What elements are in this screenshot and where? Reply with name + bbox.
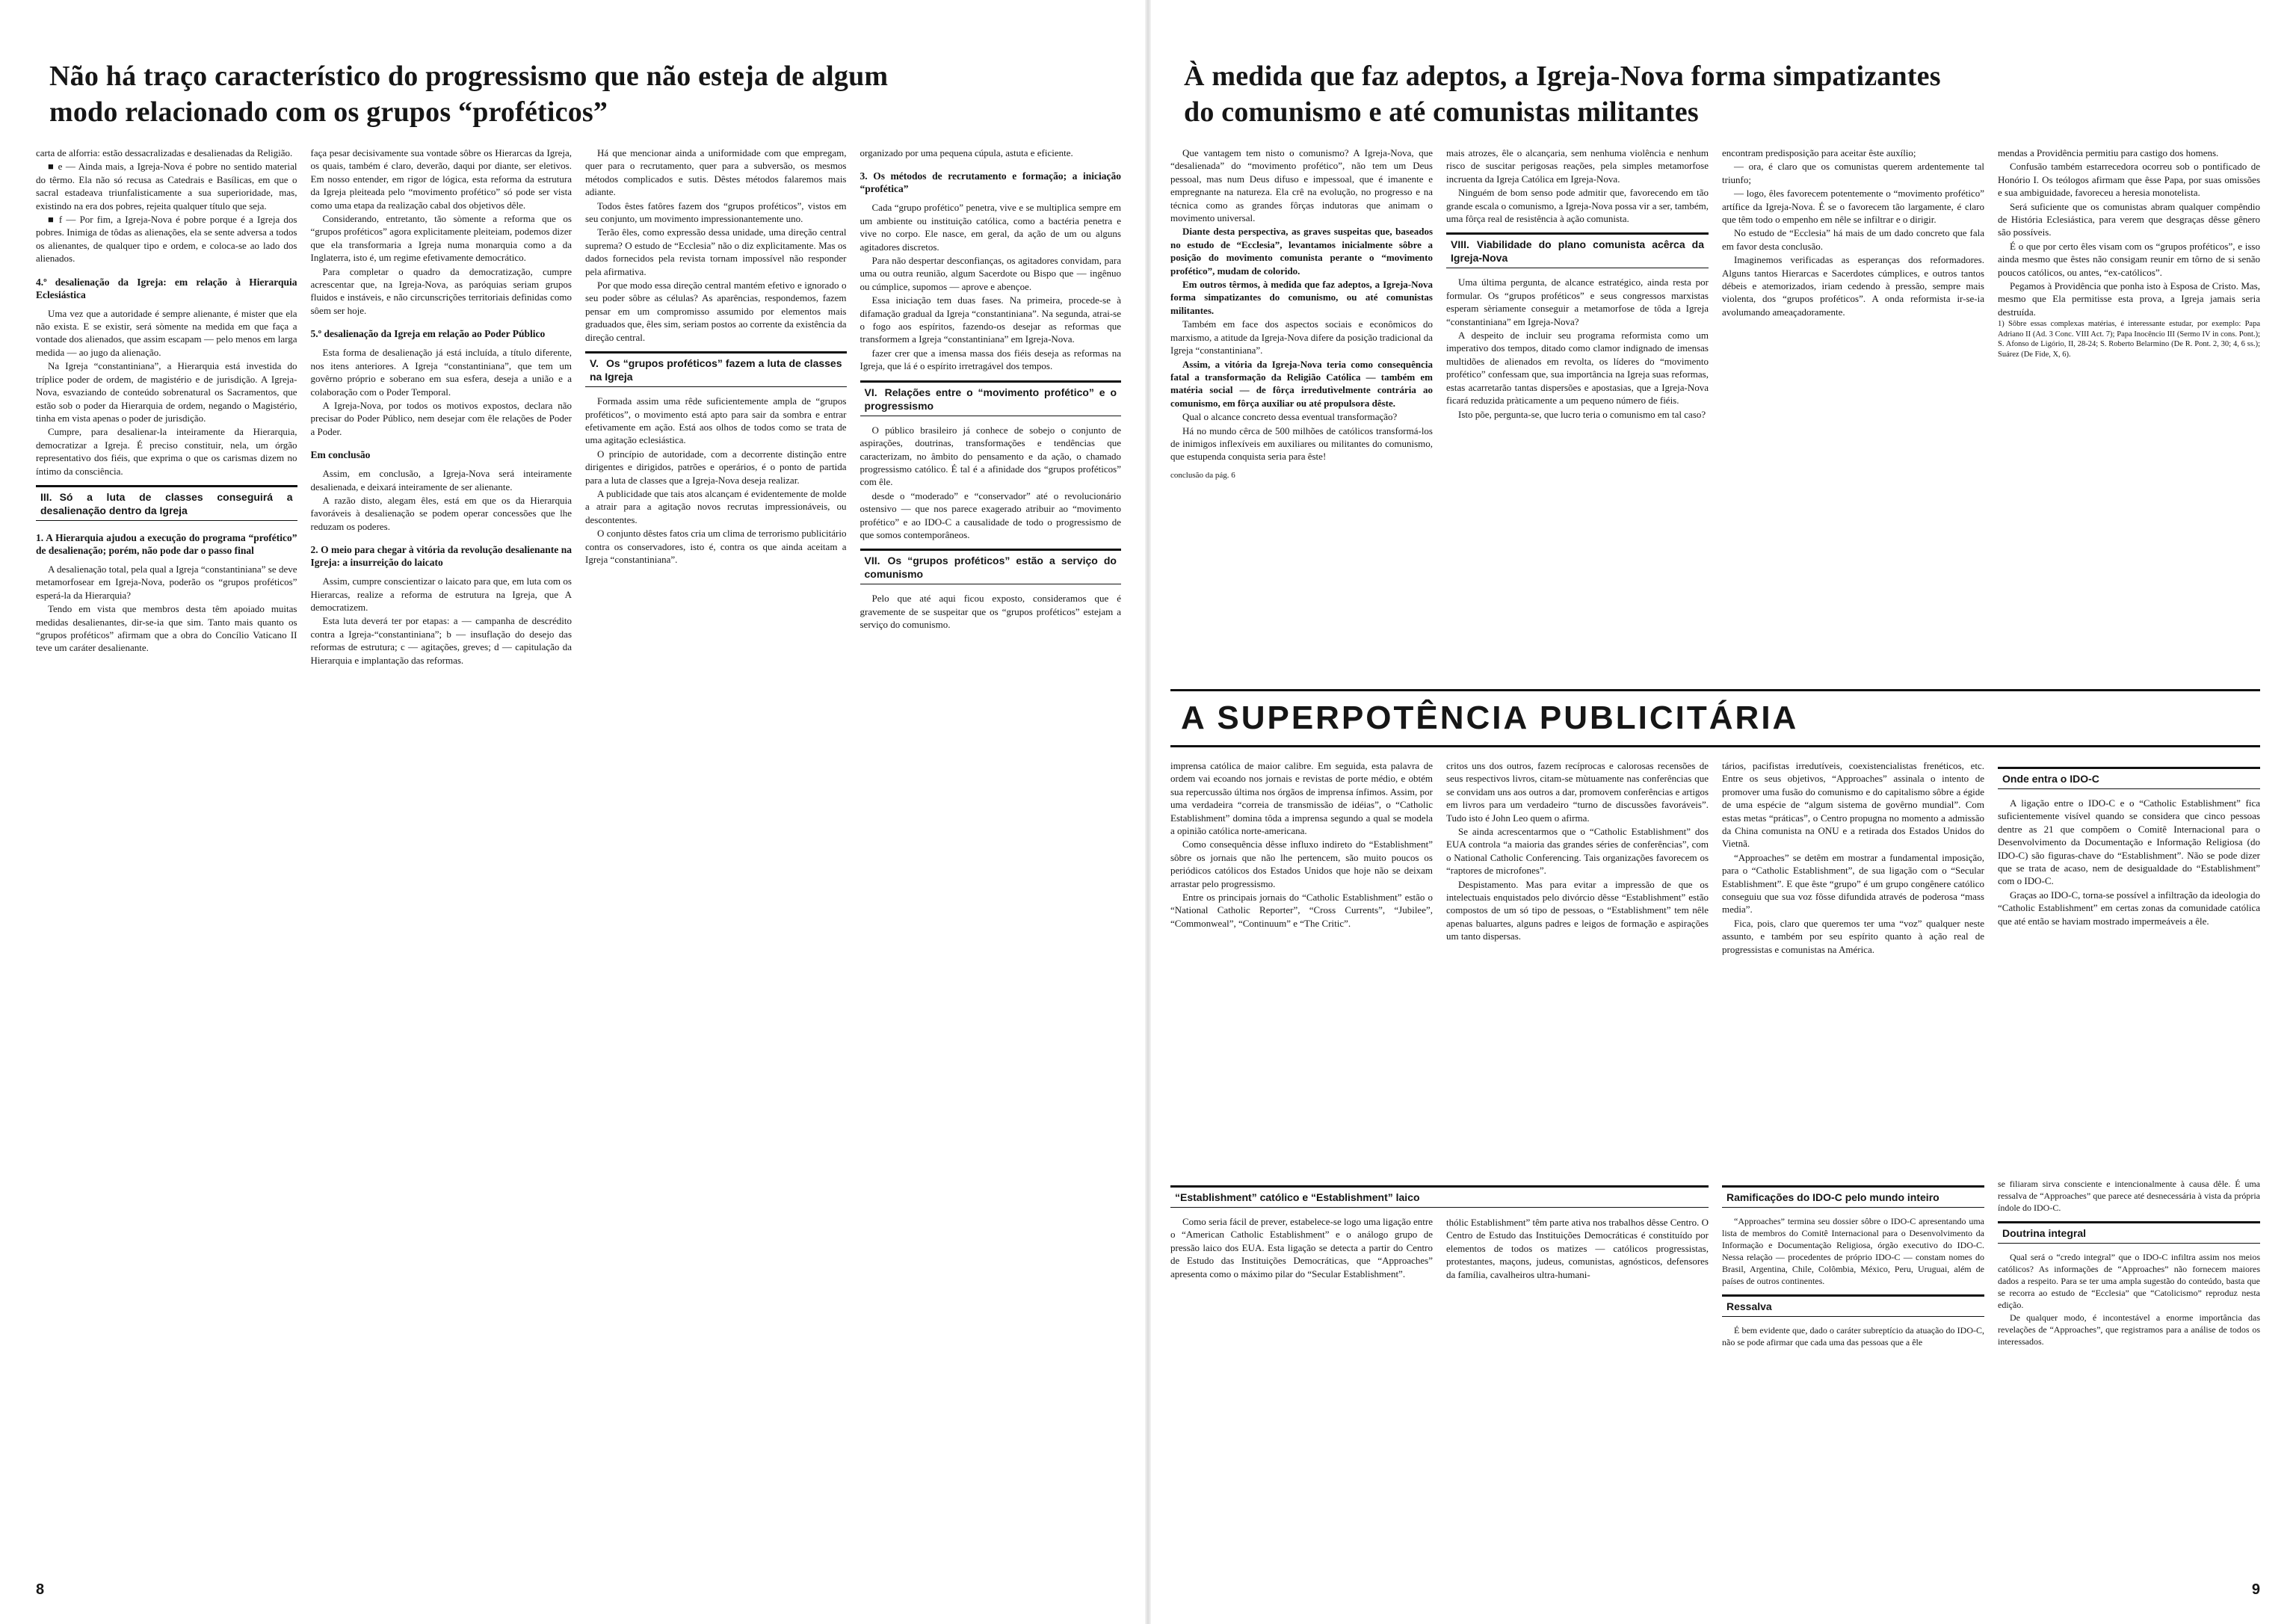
paragraph: A razão disto, alegam êles, está em que os da Hierarquia favoráveis à desalienação se podem operar concessões que lhe reduzam os poderes. <box>310 494 572 532</box>
right-middle-columns <box>1170 759 2260 1178</box>
paragraph: “Approaches” se detêm em mostrar a fundamental imposição, para o “Catholic Establishment”, de sua ligação com o “Secular Establishment”. E que êste “grupo” é um grupo congênere católico conseguiu que sua voz fôsse difundida através de poderosa “mass media”. <box>1722 851 1984 916</box>
section-heading: “Establishment” católico e “Establishment” laico <box>1170 1185 1709 1208</box>
left-column-2 <box>311 146 573 1604</box>
paragraph: Entre os principais jornais do “Catholic Establishment” estão o “National Catholic Reporter”, “Cross Currents”, “Jubilee”, “Commonweal”, “Continuum” e “The Critic”. <box>1170 892 1433 929</box>
paragraph: encontram predisposição para aceitar êste auxílio; <box>1722 147 1916 158</box>
left-column-3 <box>585 146 847 1604</box>
section-heading <box>860 549 1122 584</box>
paragraph: Graças ao IDO-C, torna-se possível a infiltração da ideologia do “Catholic Establishment” em certas zonas da comunidade católica que até então se haviam mostrado impermeáveis a êle. <box>1998 889 2260 927</box>
paragraph: Será suficiente que os comunistas abram qualquer compêndio de História Eclesiástica, para verem que desgraças dêsse gênero são possíveis. <box>1998 200 2260 238</box>
paragraph: ■ f — Por fim, a Igreja-Nova é pobre porque é a Igreja dos pobres. Inimiga de tôdas as alienações, ela se sente adversa a todos os alienantes, de qualquer tipo e ordem, e coloca-se ao lado dos alienados. <box>36 214 297 265</box>
paragraph: Para não despertar desconfianças, os agitadores convidam, para uma ou outra reunião, algum Sacerdote ou Bispo que — ingênuo ou cúmplice, supomos — aprove e abençoe. <box>860 255 1121 292</box>
paragraph: thólic Establishment” têm parte ativa nos trabalhos dêsse Centro. O Centro de Estudo das Instituições Democráticas é constituído por elementos de todos os matizes — católicos progressistas, protestantes, maçons, judeus, comunistas, agnósticos, defensores da família, cavalheiros ultra-humani- <box>1446 1217 1709 1280</box>
paragraph: Se ainda acrescentarmos que o “Catholic Establishment” dos EUA controla “a maioria das grandes séries de conferências”, com o National Catholic Conferencing. Tais organizações favorecem os “raptores de microfones”. <box>1446 826 1709 877</box>
paragraph: mendas a Providência permitiu para castigo dos homens. <box>1998 147 2219 158</box>
footnote: 1) Sôbre essas complexas matérias, é interessante estudar, por exemplo: Papa Adriano II (Ad. 3 Conc. VIII Act. 7); Papa Inocêncio III (Sermo IV in cons. Pont.); S. Afonso de Ligório, II, 28-24; S. Roberto Belarmino (De R. Pont. 2, 30; 4, 6 ss.); Suárez (De Fide, X, 6). <box>1998 320 2260 359</box>
paragraph: Em outros têrmos, à medida que faz adeptos, a Igreja-Nova forma simpatizantes do comunismo, ou até comunistas militantes. <box>1170 279 1433 316</box>
paragraph: se filiaram sirva consciente e intencionalmente à causa dêle. É uma ressalva de “Approaches” que parece até desnecessária à vista da própria índole do IDO-C. <box>1998 1179 2260 1213</box>
paragraph: imprensa católica de maior calibre. Em seguida, esta palavra de ordem vai ecoando nos jornais e revistas de porte médio, e obtém sua repercussão última nos órgãos de imprensa ínfimos. Assim, por uma verdadeira “correia de transmissão de idéias”, o “Catholic Establishment” domina tôda a imprensa segundo a qual se modela a opinião católica norte-americana. <box>1170 760 1433 837</box>
paragraph: Ninguém de bom senso pode admitir que, favorecendo em tão grande escala o comunismo, a Igreja-Nova possa vir a ser, também, uma fôrça real de resistência à ação comunista. <box>1446 187 1709 225</box>
left-headline: Não há traço característico do progressismo que não esteja de algum modo relacionado com os grupos “proféticos” <box>49 61 889 128</box>
paragraph: Uma última pergunta, de alcance estratégico, ainda resta por formular. Os “grupos proféticos” e seus congressos marxistas esperam sèriamente conseguir a metamorfose de tôda a Igreja “constantiniana” em Igreja-Nova? <box>1446 277 1709 327</box>
paragraph: — ora, é claro que os comunistas querem ardentemente tal triunfo; <box>1722 161 1984 185</box>
right-column-4 <box>1998 146 2260 685</box>
paragraph: Cumpre, para desalienar-la inteiramente da Hierarquia, democratizar a Igreja. É preciso constituir, nela, um órgão representativo dos fiéis, que exprima o que os carismas dizem no íntimo da consciência. <box>36 426 297 477</box>
paragraph: Diante desta perspectiva, as graves suspeitas que, baseados no estudo de “Ecclesia”, levantamos inicialmente sôbre a posição do movimento comunista perante o “movimento profético”, mudam de colorido. <box>1170 226 1433 277</box>
subheading: 1. A Hierarquia ajudou a execução do programa “profético” de desalienação; porém, não pode dar o passo final <box>36 531 297 556</box>
section-title: Os “grupos proféticos” fazem a luta de classes na Igreja <box>590 357 842 383</box>
right-column-2 <box>1446 146 1709 685</box>
paragraph: Assim, cumpre conscientizar o laicato para que, em luta com os Hierarcas, realize a reforma de estrutura na Igreja, que A democratizem. <box>310 575 572 613</box>
paragraph: Qual o alcance concreto dessa eventual transformação? <box>1182 411 1398 423</box>
paragraph: — logo, êles favorecem potentemente o “movimento profético” artífice da Igreja-Nova. É se o favorecem tão largamente, é claro que têm todo o empenho em nêle se infiltrar e o dirigir. <box>1722 188 1984 226</box>
page-number: 9 <box>2251 1581 2260 1598</box>
section-heading: Onde entra o IDO-C <box>1998 767 2260 789</box>
section-number: V. <box>590 357 599 370</box>
paragraph: A Igreja-Nova, por todos os motivos expostos, declara não precisar do Poder Público, nem desejar com êle relações de Poder a Poder. <box>310 399 572 437</box>
paragraph: Esta forma de desalienação já está incluída, a título diferente, nos itens anteriores. A Igreja “constantiniana”, que tem um govêrno próprio e soberano em sua esfera, deseja a união e a colaboração com o Poder Temporal. <box>310 347 572 398</box>
paragraph: O princípio de autoridade, com a decorrente distinção entre dirigentes e dirigidos, patrões e operários, é o ponto de partida para a luta de classes que a Igreja-Nova deseja realizar. <box>585 448 847 486</box>
section-heading <box>36 485 297 521</box>
paragraph: Assim, a vitória da Igreja-Nova teria como consequência fatal a transformação da Religião Católica — também em matéria social — de fôrça irredutìvelmente contrária ao comunismo, em fôrça auxiliar ou até propulsora dêste. <box>1170 358 1433 409</box>
paragraph: Esta luta deverá ter por etapas: a — campanha de descrédito contra a Igreja-“constantiniana”; b — insuflação do desejo das reformas de estrutura; c — agitações, greves; d — capitulação da Hierarquia e implantação das reformas. <box>310 615 572 666</box>
section-title-banner: A SUPERPOTÊNCIA PUBLICITÁRIA <box>1170 689 2260 747</box>
paragraph: fazer crer que a imensa massa dos fiéis deseja as reformas na Igreja, que lá é o espírito irretragável dos tempos. <box>860 347 1121 372</box>
subheading: 2. O meio para chegar à vitória da revolução desalienante na Igreja: a insurreição do laicato <box>310 544 572 569</box>
section-title: Viabilidade do plano comunista acêrca da Igreja-Nova <box>1451 238 1704 265</box>
right-column-1 <box>1170 146 1433 685</box>
section-heading: Ressalva <box>1722 1294 1984 1317</box>
section-title: Os “grupos proféticos” estão a serviço do comunismo <box>864 555 1117 581</box>
right-lower-column-3 <box>1722 759 1984 1178</box>
paragraph: Confusão também estarrecedora ocorreu sob o pontificado de Honório I. Os teólogos afirmam que êsse Papa, por suas omissões e sua ambiguidade, favoreceu a heresia monotelista. <box>1998 161 2260 199</box>
paragraph: Imaginemos verificadas as esperanças dos reformadores. Alguns tantos Hierarcas e Sacerdotes cúmplices, e outros tantos débeis e atemorizados, iriam cedendo à pressão, sempre mais violenta, dos “grupos proféticos”. A onda reformista ir-se-ia avolumando ameaçadoramente. <box>1722 254 1984 318</box>
section-number: III. <box>40 490 52 503</box>
right-upper-columns <box>1170 146 2260 685</box>
paragraph: Tendo em vista que membros desta têm apoiado muitas medidas desalienantes, dir-se-ia que sim. Tanto mais quanto os “grupos proféticos” afirmam que a obra do Concílio Vaticano II teve um caráter desalienante. <box>36 603 297 654</box>
right-bottom-column-4 <box>1998 1178 2260 1566</box>
paragraph: Fica, pois, claro que queremos ter uma “voz” qualquer neste assunto, e também por seu espírito quanto à ação real de progressistas e comunistas na América. <box>1722 917 1984 955</box>
paragraph: O público brasileiro já conhece de sobejo o conjunto de aspirações, doutrinas, transformações e tendências que caracterizam, no âmbito do pensamento e da ação, o chamado progressismo católico. É tal é a afinidade dos “grupos proféticos” com êle. <box>860 424 1121 488</box>
left-column-1 <box>36 146 297 1604</box>
paragraph: É o que por certo êles visam com os “grupos proféticos”, e isso ainda mesmo que êstes não consigam reunir em tôrno de si senão poucos católicos, ou antes, “ex-católicos”. <box>1998 240 2260 278</box>
paragraph: A publicidade que tais atos alcançam é evidentemente de molde a atrair para a agitação novos recrutas impressionáveis, ou descontentes. <box>585 487 847 525</box>
right-bottom-left-block <box>1170 1178 1709 1566</box>
paragraph: Isto põe, pergunta-se, que lucro teria o comunismo em tal caso? <box>1458 408 1706 420</box>
paragraph: Também em face dos aspectos sociais e econômicos do marxismo, a atitude da Igreja-Nova difere da posição tradicional da Igreja “constantiniana”. <box>1170 318 1433 356</box>
paragraph: Terão êles, como expressão dessa unidade, uma direção central suprema? O estudo de “Ecclesia” não o diz explìcitamente. Mas os dados fornecidos pela revista tornam impossível não responder pela afirmativa. <box>585 226 847 277</box>
section-heading: Doutrina integral <box>1998 1221 2260 1244</box>
paragraph: É bem evidente que, dado o caráter subreptício da atuação do IDO-C, não se pode afirmar que cada uma das pessoas que a êle <box>1722 1325 1984 1347</box>
left-columns <box>36 146 1121 1604</box>
paragraph: Por que modo essa direção central mantém efetivo e ignorado o seu poder sôbre as células? As aparências, respondemos, fazem pensar em um compromisso assumido por elementos mais graduados que, êles sim, seriam postos ao corrente da existência da direção central. <box>585 280 847 343</box>
page-number: 8 <box>36 1581 45 1598</box>
section-title: Só a luta de classes conseguirá a desalienação dentro da Igreja <box>40 490 293 516</box>
paragraph: No estudo de “Ecclesia” há mais de um dado concreto que fala em favor desta conclusão. <box>1722 227 1984 252</box>
right-column-3 <box>1722 146 1984 685</box>
paragraph: A desalienação total, pela qual a Igreja “constantiniana” se deve metamorfosear em Igreja-Nova, poderão os “grupos proféticos” esperá-la da Hierarquia? <box>36 563 297 601</box>
paragraph: Há no mundo cêrca de 500 milhões de católicos transformá-los de inimigos inflexíveis em auxiliares ou militantes do comunismo, que estupenda conquista seria para êste! <box>1170 424 1433 463</box>
paragraph: Na Igreja “constantiniana”, a Hierarquia está investida do tríplice poder de ordem, de magistério e de jurisdição. A Igreja-Nova, esvaziando de conteúdo sobrenatural os Sacramentos, que estão sob o poder da Hierarquia de ordem, negando o Magistério, tinha em vista apenas o poder de jurisdição. <box>36 360 297 424</box>
paragraph: A ligação entre o IDO-C e o “Catholic Establishment” fica suficientemente visível quando se considera que cinco pessoas dentre as 21 que compõem o Comitê Internacional para o Desenvolvimento da Documentação e Informação Religiosa (do IDO-C) são figuras-chave do “Establishment”. Não se pode dizer que se trata de acaso, nem de desigualdade do “Establishment” com o IDO-C. <box>1998 797 2260 887</box>
paragraph: critos uns dos outros, fazem recíprocas e calorosas recensões de seus respectivos livros, citam-se mùtuamente nas conferências que se convidam uns aos outros a dar, promovem conferências e artigos em livros para um verdadeiro “turno de discussões favoráveis”. Tudo isto é John Leo quem o afirma. <box>1446 760 1709 824</box>
paragraph: Como consequência dêsse influxo indireto do “Establishment” sôbre os jornais que não lhe pertencem, são muito poucos os periódicos católicos dos Estados Unidos que hoje não se deixam arrastar pelo progressismo. <box>1170 839 1433 889</box>
paragraph: ■ e — Ainda mais, a Igreja-Nova é pobre no sentido material do têrmo. Ela não só recusa as Catedrais e Basílicas, em que o sacral estadeava triunfalisticamente a sua superioridade, mas, existindo na era dos pobres, rejeita qualquer título que seja. <box>36 161 297 212</box>
right-bottom-columns <box>1170 1178 2260 1566</box>
right-headline: À medida que faz adeptos, a Igreja-Nova forma simpatizantes do comunismo e até comunistas militantes <box>1184 61 1941 128</box>
paragraph: faça pesar decisivamente sua vontade sôbre os Hierarcas da Igreja, os quais, também é claro, deverão, daqui por diante, ser eletivos. Em nosso entender, em rigor de lógica, esta reforma da estrutura da Igreja pleiteada pelo “movimento profético” só pode ser vista como uma etapa da realização cabal dos objetivos dêle. <box>310 147 572 211</box>
paragraph: Como seria fácil de prever, estabelece-se logo uma ligação entre o “American Catholic Establishment” e o análogo grupo de pressão laico dos EUA. Esta ligação se detecta a partir do Centro de Estudo das Instituições Democráticas, que “Approaches” apresenta como o máximo pilar do “Secular Establishment”. <box>1170 1216 1433 1279</box>
subheading: 4.º desalienação da Igreja: em relação à Hierarquia Eclesiástica <box>36 276 297 300</box>
paragraph: Considerando, entretanto, tão sòmente a reforma que os “grupos proféticos” agora explicitamente pleiteiam, podemos dizer que ela transformaria a Igreja numa monarquia como a da Inglaterra, isto é, um regime efetivamente democrático. <box>310 213 572 264</box>
right-page <box>1148 0 2296 1624</box>
subheading: 3. Os métodos de recrutamento e formação; a iniciação “profética” <box>860 170 1121 195</box>
right-bottom-column-3 <box>1722 1178 1984 1566</box>
paragraph: A despeito de incluir seu programa reformista como um imperativo dos tempos, ditado como clamor indignado de imensas multidões de alienados em revolta, os líderes do “movimento profético” confessam que, sua importância na Igreja suas reformas, estas acarretarão tantas dispersões e apostasias, que a Igreja-Nova ficará reduzida pràticamente a um pequeno número de fiéis. <box>1446 330 1709 407</box>
paragraph: Assim, em conclusão, a Igreja-Nova será inteiramente desalienada, e deixará inteiramente de ser alienante. <box>310 468 572 493</box>
paragraph: desde o “moderado” e “conservador” até o revolucionário ostensivo — que nos parece exagerado atribuir ao “movimento profético” e ao IDO-C a causalidade de todo o progressismo de que somos contemporâneos. <box>860 490 1121 540</box>
section-heading: Ramificações do IDO-C pelo mundo inteiro <box>1722 1185 1984 1208</box>
section-heading <box>1446 232 1709 268</box>
paragraph: carta de alforria: estão dessacralizadas e desalienadas da Religião. <box>36 147 293 158</box>
paragraph: Todos êstes fatôres fazem dos “grupos proféticos”, vistos em seu conjunto, um movimento impressionantemente uno. <box>585 200 847 225</box>
right-lower-column-4 <box>1998 759 2260 1178</box>
subheading: Em conclusão <box>310 449 371 461</box>
paragraph: “Approaches” termina seu dossier sôbre o IDO-C apresentando uma lista de membros do Comitê Internacional para o Desenvolvimento da Informação e Documentação Religiosa, órgão executivo do IDO-C. Nessa relação — procedentes de próprio IDO-C — constam nomes do Brasil, Argentina, Chile, Colômbia, México, Peru, Uruguai, além de países de outros continentes. <box>1722 1216 1984 1286</box>
right-lower-column-1 <box>1170 759 1433 1178</box>
paragraph: Pelo que até aqui ficou exposto, consideramos que é gravemente de se suspeitar que os “grupos proféticos” estejam a serviço do comunismo. <box>860 593 1121 631</box>
paragraph: tários, pacifistas irredutíveis, coexistencialistas frenéticos, etc. Entre os seus objetivos, “Approaches” assinala o intento de promover uma fusão do comunismo e do capitalismo sôbre a égide de uma espécie de “algum sistema de govêrno mundial”. Com estas metas “práticas”, o Centro propugna no momento a admissão da China comunista na ONU e a retirada dos Estados Unidos do Vietnã. <box>1722 760 1984 850</box>
two-column-text <box>1170 1215 1709 1281</box>
section-number: VI. <box>864 386 877 398</box>
paragraph: Uma vez que a autoridade é sempre alienante, é mister que ela não exista. E se existir, será sòmente na medida em que faça a vontade dos alienados, que assim escapam — pelo menos em larga medida — ao jugo da alienação. <box>36 307 297 358</box>
paragraph: Que vantagem tem nisto o comunismo? A Igreja-Nova, que “desalienada” do “movimento profético”, não tem um Deus pessoal, mas num Deus difuso e impessoal, que é imanente e empregnante na natureza. Ela crê na evolução, no progresso e na técnica como as grandes fôrças indutoras que animam o movimento universal. <box>1170 147 1433 224</box>
paragraph: Para completar o quadro da democratização, cumpre acrescentar que, na Igreja-Nova, as paróquias seriam grupos fluidos e instáveis, e não circunscrições territoriais definidas como sôem ser hoje. <box>310 265 572 316</box>
section-heading <box>585 351 847 387</box>
continued-note: conclusão da pág. 6 <box>1170 470 1235 480</box>
paragraph: De qualquer modo, é incontestável a enorme importância das revelações de “Approaches”, que registramos para a análise de todos os interessados. <box>1998 1312 2260 1347</box>
paragraph: Cada “grupo profético” penetra, vive e se multiplica sempre em um ambiente ou instituição católica, como a bactéria penetra e vive no corpo. Ele nasce, em geral, da ação de um ou alguns agitadores discretos. <box>860 202 1121 253</box>
subheading: 5.º desalienação da Igreja em relação ao Poder Público <box>310 328 546 340</box>
paragraph: Há que mencionar ainda a uniformidade com que empregam, quer para o recrutamento, quer para a subversão, os mesmos métodos complicados e sutis. Dêstes métodos falaremos mais adiante. <box>585 147 847 198</box>
section-number: VIII. <box>1451 238 1469 251</box>
paragraph: Qual será o “credo integral” que o IDO-C infiltra assim nos meios católicos? As informações de “Approaches” não fornecem maiores dados a respeito. Para se ter uma ampla sugestão do conteúdo, basta que se recorra ao estudo de “Ecclesia” que “Catolicismo” reproduz nesta edição. <box>1998 1252 2260 1310</box>
right-lower-column-2 <box>1446 759 1709 1178</box>
paragraph: mais atrozes, êle o alcançaria, sem nenhuma violência e nenhum risco de suscitar perigosas reações, pela simples metamorfose incruenta da Igreja Católica em Igreja-Nova. <box>1446 147 1709 185</box>
left-column-4 <box>860 146 1122 1604</box>
section-heading <box>860 380 1122 416</box>
paragraph: Formada assim uma rêde suficientemente ampla de “grupos proféticos”, o movimento está apto para sair da sombra e entrar efetivamente em ação. Está aos olhos de todos como se trata de uma agitação eclesiástica. <box>585 395 847 446</box>
paragraph: O conjunto dêstes fatos cria um clima de terrorismo publicitário contra os conservadores, isto é, contra os que ainda aceitam a Igreja “constantiniana”. <box>585 528 847 565</box>
paragraph: Pegamos à Providência que ponha isto à Esposa de Cristo. Mas, mesmo que Ela permitisse esta prova, a Igreja jamais seria destruída. <box>1998 280 2260 318</box>
section-title: Relações entre o “movimento profético” e o progressismo <box>864 386 1117 412</box>
paragraph: Essa iniciação tem duas fases. Na primeira, procede-se à difamação gradual da Igreja “constantiniana”. Na segunda, atrai-se o fogo aos espíritos, fazendo-os desejar as reformas que transformem a Igreja “constantiniana” em Igreja-Nova. <box>860 294 1121 345</box>
section-number: VII. <box>864 555 880 567</box>
paragraph: Despistamento. Mas para evitar a impressão de que os intelectuais enquistados pelo divórcio dêsse “Establishment” estão compostos de um só tipo de pessoas, o “Establishment” tem nêle apenas baluartes, alguns padres e leigos de formação e aspirações um tanto dispersas. <box>1446 878 1709 942</box>
paragraph: organizado por uma pequena cúpula, astuta e eficiente. <box>860 147 1073 158</box>
